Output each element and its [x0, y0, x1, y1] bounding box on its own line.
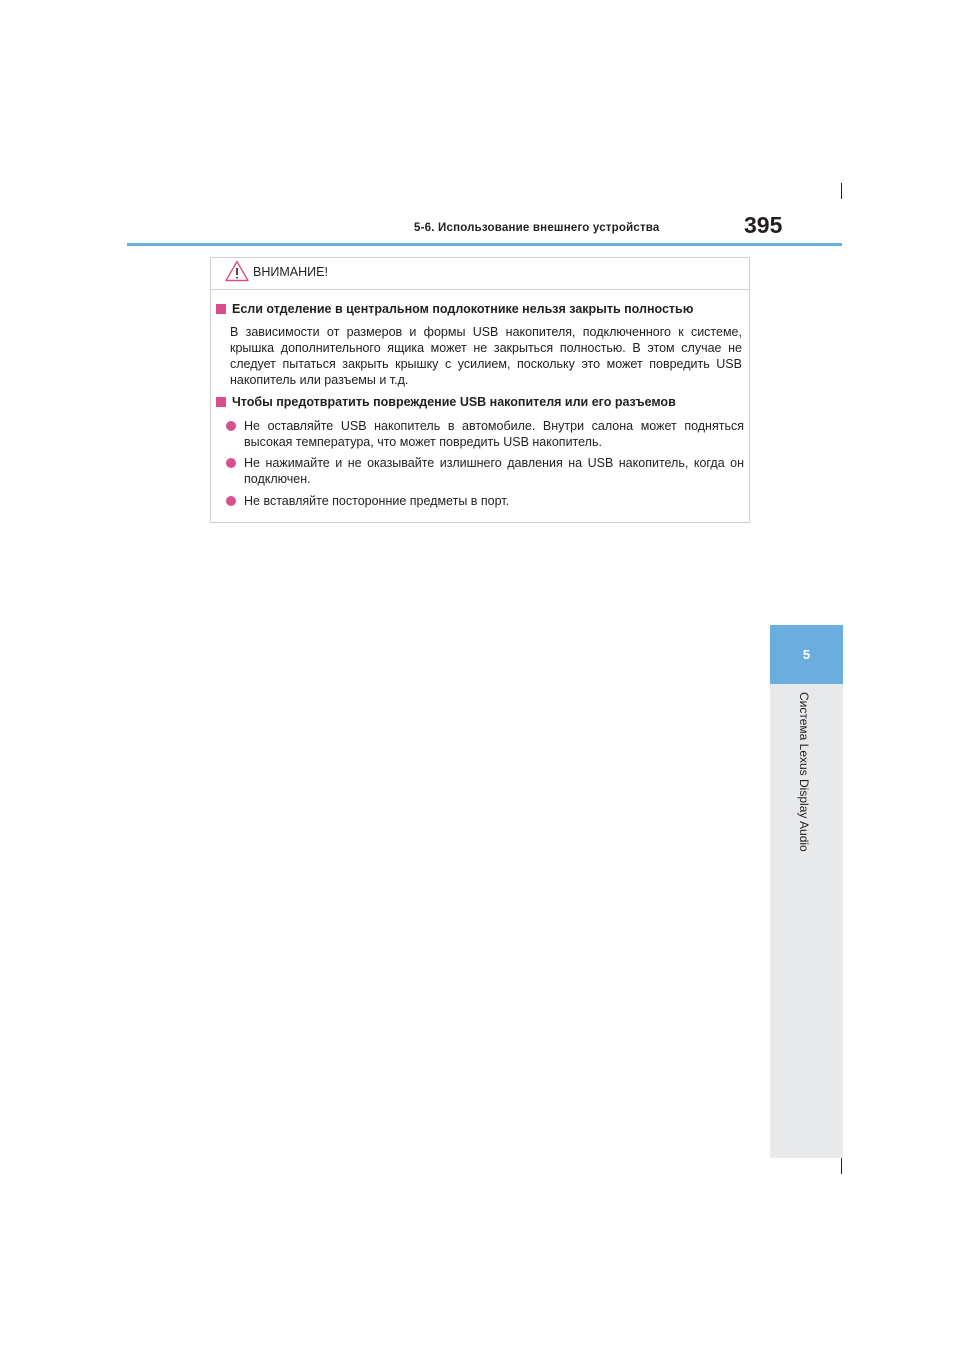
warning-paragraph-1: В зависимости от размеров и формы USB накопителя, подключенного к системе, крышка дополнительного ящика может не закрыться полностью. В этом случае не следует пытаться закрыть крышку с усилием, поскольку это может повредить USB накопитель или разъемы и т.д.: [230, 325, 742, 387]
warning-header: [211, 258, 749, 290]
crop-mark-bottom-right: [841, 1158, 842, 1174]
square-bullet-icon: [216, 304, 226, 314]
bullet-item-1: [226, 418, 744, 450]
bullet-item-3: [226, 493, 744, 509]
chapter-tab: [770, 625, 843, 684]
bullet-text: Не оставляйте USB накопитель в автомобиле. Внутри салона может подняться высокая температура, что может повредить USB накопитель.: [244, 419, 744, 449]
warning-heading-2: [216, 395, 676, 409]
round-bullet-icon: [226, 496, 236, 506]
bullet-text: Не нажимайте и не оказывайте излишнего давления на USB накопитель, когда он подключен.: [244, 456, 744, 486]
bullet-text: Не вставляйте посторонние предметы в порт.: [244, 494, 510, 508]
section-title: 5-6. Использование внешнего устройства: [414, 222, 660, 234]
page-number: 395: [744, 212, 783, 238]
bullet-item-2: [226, 455, 744, 487]
round-bullet-icon: [226, 421, 236, 431]
square-bullet-icon: [216, 397, 226, 407]
heading-text: Чтобы предотвратить повреждение USB накопителя или его разъемов: [232, 395, 676, 409]
chapter-number: 5: [802, 647, 811, 662]
round-bullet-icon: [226, 458, 236, 468]
chapter-title: Система Lexus Display Audio: [797, 692, 811, 852]
heading-text: Если отделение в центральном подлокотнике нельзя закрыть полностью: [232, 302, 694, 316]
crop-mark-top-right: [841, 183, 842, 199]
warning-heading-1: [216, 302, 693, 316]
header-rule: [127, 243, 842, 246]
warning-label: ВНИМАНИЕ!: [253, 265, 328, 279]
warning-triangle-icon: [225, 260, 249, 282]
warning-box: [210, 257, 750, 523]
